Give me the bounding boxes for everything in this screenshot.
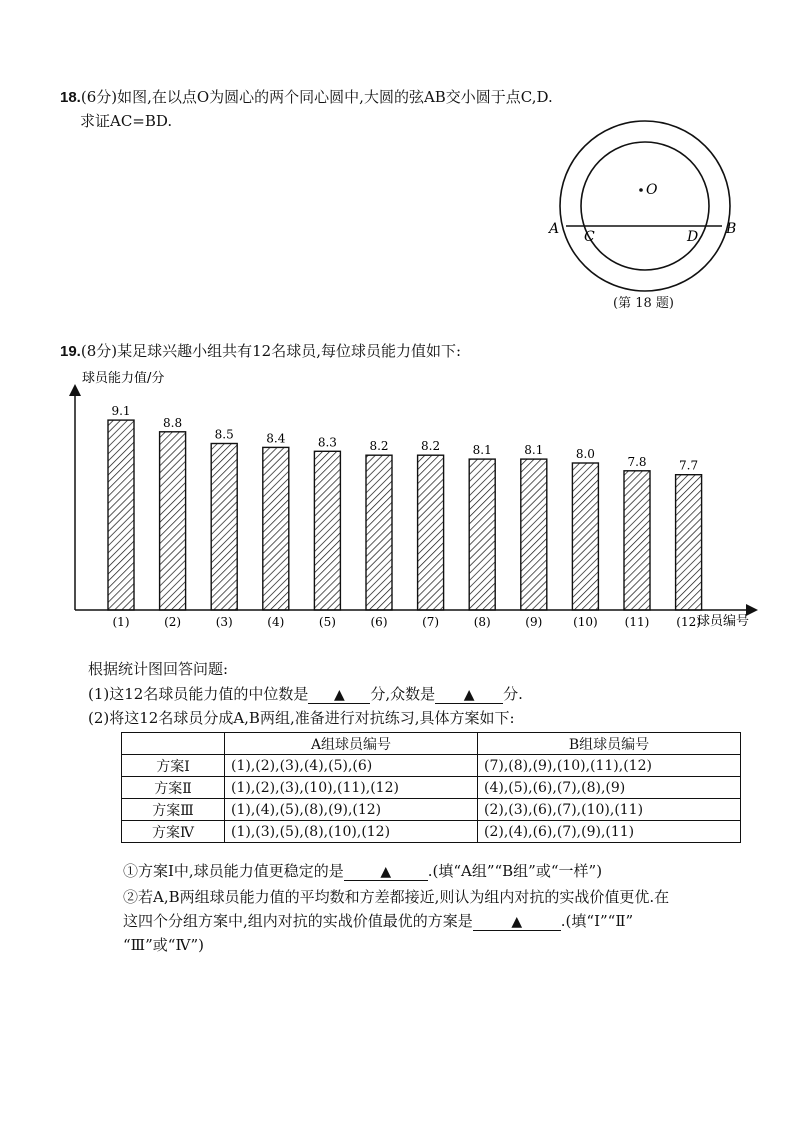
sub1-text-b: .(填“A组”“B组”或“一样”) <box>427 862 603 880</box>
stability-answer-blank[interactable] <box>344 862 428 881</box>
plan-label: 方案Ⅲ <box>122 799 225 821</box>
q19-sub2-line2 <box>123 910 633 931</box>
grouping-plan-table <box>121 732 741 843</box>
data-label: 9.1 <box>111 404 131 419</box>
small-circle <box>581 142 709 270</box>
mode-answer-blank[interactable] <box>435 685 503 704</box>
bar <box>160 432 186 610</box>
plan-label: 方案Ⅳ <box>122 821 225 843</box>
data-label: 8.1 <box>524 443 544 458</box>
group-a-cell: (1),(3),(5),(8),(10),(12) <box>225 821 478 843</box>
x-tick-label: (5) <box>318 615 336 629</box>
bar <box>108 420 134 610</box>
data-label: 8.2 <box>369 439 389 454</box>
group-b-cell: (7),(8),(9),(10),(11),(12) <box>478 755 741 777</box>
plan-label: 方案Ⅱ <box>122 777 225 799</box>
median-answer-blank[interactable] <box>308 685 370 704</box>
sub1-text-a: ①方案Ⅰ中,球员能力值更稳定的是 <box>123 862 344 880</box>
data-label: 8.3 <box>317 435 337 450</box>
table-header: A组球员编号 <box>225 733 478 755</box>
x-tick-label: (8) <box>473 615 491 629</box>
x-tick-label: (6) <box>370 615 388 629</box>
blank-mark: ▲ <box>463 687 475 703</box>
x-axis-label: 球员编号 <box>697 614 750 629</box>
group-a-cell: (1),(2),(3),(4),(5),(6) <box>225 755 478 777</box>
sub2-text-a: 这四个分组方案中,组内对抗的实战价值最优的方案是 <box>123 912 473 930</box>
bar <box>676 475 702 610</box>
bar <box>263 447 289 610</box>
x-tick-label: (1) <box>112 615 130 629</box>
label-o: O <box>646 182 658 198</box>
data-label: 8.1 <box>472 443 492 458</box>
group-a-cell: (1),(4),(5),(8),(9),(12) <box>225 799 478 821</box>
bar <box>366 455 392 610</box>
data-label: 7.8 <box>627 454 647 469</box>
x-tick-label: (10) <box>573 615 598 629</box>
part1-text-c: 分. <box>503 685 523 703</box>
q18-line1 <box>60 86 553 107</box>
bar <box>572 463 598 610</box>
x-tick-label: (9) <box>525 615 543 629</box>
x-tick-label: (3) <box>215 615 233 629</box>
blank-mark: ▲ <box>380 864 392 880</box>
group-b-cell: (4),(5),(6),(7),(8),(9) <box>478 777 741 799</box>
q19-text: (8分)某足球兴趣小组共有12名球员,每位球员能力值如下: <box>80 342 462 360</box>
group-a-cell: (1),(2),(3),(10),(11),(12) <box>225 777 478 799</box>
table-row <box>122 755 741 777</box>
concentric-circles-figure <box>540 118 770 313</box>
x-tick-label: (11) <box>624 615 650 629</box>
large-circle <box>560 121 730 291</box>
label-a: A <box>549 221 560 237</box>
q19-number: 19. <box>60 343 81 360</box>
label-d: D <box>687 229 699 245</box>
table-header: B组球员编号 <box>478 733 741 755</box>
q18-line2: 求证AC=BD. <box>80 112 173 130</box>
bar <box>469 459 495 610</box>
q18-number: 18. <box>60 89 81 106</box>
q19-part2: (2)将这12名球员分成A,B两组,准备进行对抗练习,具体方案如下: <box>88 709 515 727</box>
bar <box>211 444 237 611</box>
center-point <box>639 188 643 192</box>
data-label: 8.5 <box>214 427 234 442</box>
x-tick-label: (7) <box>422 615 440 629</box>
bar <box>314 451 340 610</box>
table-row <box>122 777 741 799</box>
x-tick-label: (4) <box>267 615 285 629</box>
x-tick-label: (12) <box>676 615 701 629</box>
q19-instruction: 根据统计图回答问题: <box>88 660 229 678</box>
table-header <box>122 733 225 755</box>
data-label: 8.2 <box>421 439 441 454</box>
part1-text-a: (1)这12名球员能力值的中位数是 <box>88 685 309 703</box>
data-label: 8.4 <box>266 431 286 446</box>
data-label: 8.8 <box>163 415 183 430</box>
label-c: C <box>584 229 595 245</box>
label-b: B <box>726 221 737 237</box>
plan-label: 方案Ⅰ <box>122 755 225 777</box>
table-row <box>122 799 741 821</box>
blank-mark: ▲ <box>511 914 523 930</box>
data-label: 7.7 <box>679 458 699 473</box>
part1-text-b: 分,众数是 <box>370 685 436 703</box>
table-header-row <box>122 733 741 755</box>
blank-mark: ▲ <box>333 687 345 703</box>
bar <box>521 459 547 610</box>
q19-line1 <box>60 340 461 361</box>
player-ability-bar-chart <box>60 360 760 635</box>
q19-sub2-line1: ②若A,B两组球员能力值的平均数和方差都接近,则认为组内对抗的实战价值更优.在 <box>123 888 670 906</box>
group-b-cell: (2),(3),(6),(7),(10),(11) <box>478 799 741 821</box>
q19-part1 <box>88 683 523 704</box>
sub2-text-b: .(填“Ⅰ”“Ⅱ” <box>560 912 634 930</box>
bar <box>624 471 650 610</box>
q18-text: (6分)如图,在以点O为圆心的两个同心圆中,大圆的弦AB交小圆于点C,D. <box>80 88 553 106</box>
q18-caption: (第 18 题) <box>613 296 674 311</box>
q19-sub1 <box>123 860 602 881</box>
group-b-cell: (2),(4),(6),(7),(9),(11) <box>478 821 741 843</box>
x-tick-label: (2) <box>164 615 182 629</box>
y-axis-label: 球员能力值/分 <box>82 371 165 386</box>
data-label: 8.0 <box>575 447 595 461</box>
bar <box>418 455 444 610</box>
q19-sub2-line3: “Ⅲ”或“Ⅳ”) <box>123 936 204 954</box>
table-row <box>122 821 741 843</box>
best-plan-answer-blank[interactable] <box>473 912 561 931</box>
